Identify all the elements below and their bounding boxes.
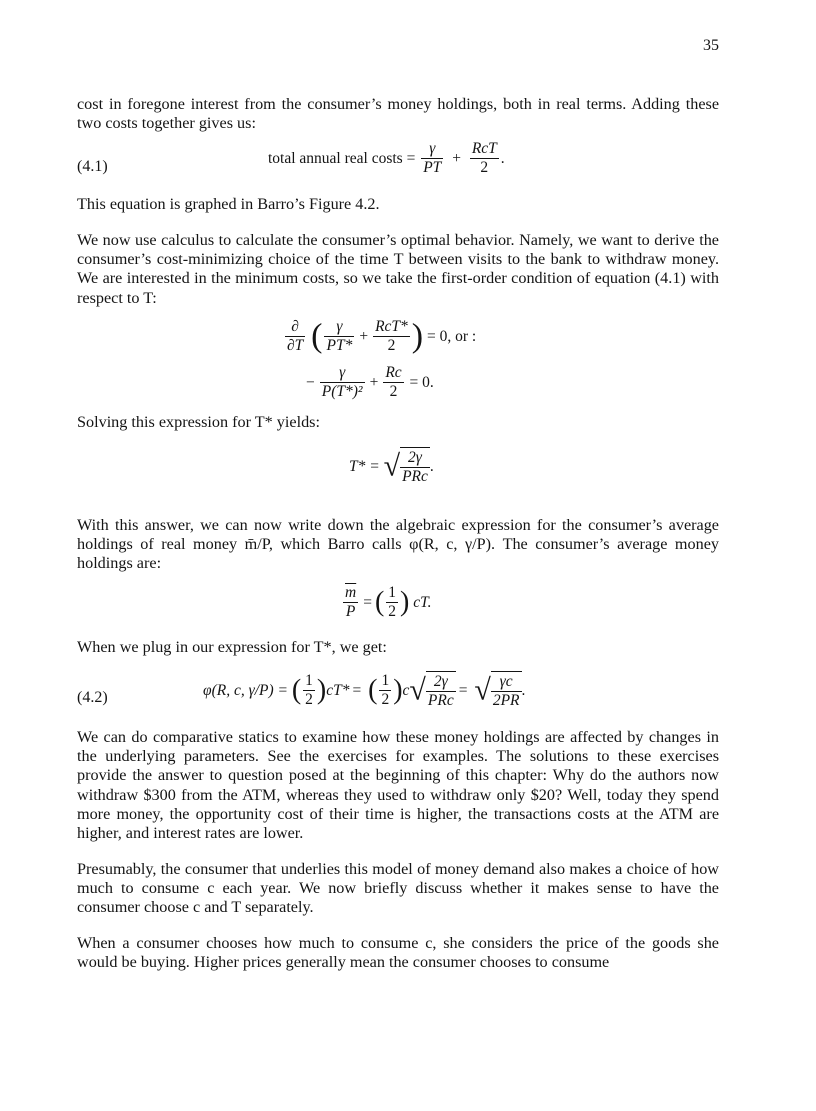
phi-lhs: φ(R, c, γ/P) =: [203, 681, 288, 699]
t-star-lhs: T* =: [349, 457, 380, 475]
equation-4-2-label: (4.2): [77, 689, 108, 706]
t-star-equation: T* = √ $\frac{2\gamma}{\text{PRc}}$ .: [349, 449, 434, 485]
paragraph-5: With this answer, we can now write down the algebraic expression for the consumer’s average holdings of real money m̄/P, which Barro calls φ(R, c, γ/P). The consumer’s average money holdings are:: [77, 516, 719, 573]
foc-tail: = 0, or :: [427, 327, 477, 345]
paragraph-3: We now use calculus to calculate the consumer’s optimal behavior. Namely, we want to derive the consumer’s cost-minimizing choice of the time T between visits to the bank to withdraw money. We are interested in the minimum costs, so we take the first-order condition of equation (4.1) with respect to T:: [77, 231, 719, 307]
paragraph-6: When we plug in our expression for T*, we get:: [77, 638, 387, 656]
fraction-gamma-over-pt: $\frac{\gamma}{PT}$: [423, 140, 442, 176]
equation-4-1-label: (4.1): [77, 158, 108, 175]
first-order-condition: $\frac{\partial}{\partial T}$ ( $\frac{\gamma}{PT*}$ + $\frac{\text{RcT*}}{2}$ ) = 0, or :: [287, 317, 477, 355]
page-number: 35: [703, 37, 719, 54]
square-root: √ $\frac{2\gamma}{\text{PRc}}$: [383, 449, 428, 485]
mbar-tail: cT.: [413, 593, 432, 611]
partial-derivative: $\frac{\partial}{\partial T}$: [287, 318, 304, 354]
equation-4-1: total annual real costs = $\frac{\gamma}{PT}$ + $\frac{\text{RcT}}{2}$ .: [268, 140, 505, 176]
average-money-equation: $\frac{\overline{m}}{P}$ = ( $\frac{1}{2}$ ) cT.: [345, 584, 432, 620]
first-order-condition-simplified: − $\frac{\gamma}{\text{P(T*)²}}$ + $\frac{Rc}{2}$ = 0.: [306, 364, 434, 400]
paragraph-7: We can do comparative statics to examine how these money holdings are affected by changes in the underlying parameters. See the exercises for examples. The solutions to these exercises provide the answer to question posed at the beginning of this chapter: Why do the authors now withdraw $300 from the ATM, whereas they used to withdraw only $20? Well, today they spend more money, the opportunity cost of their time is higher, the transactions costs at the ATM are higher, and interest rates are lower.: [77, 728, 719, 843]
equation-4-1-lhs: total annual real costs =: [268, 149, 416, 167]
paragraph-4: Solving this expression for T* yields:: [77, 413, 320, 431]
foc2-tail: = 0.: [409, 373, 434, 391]
paragraph-1: cost in foregone interest from the consumer’s money holdings, both in real terms. Adding these two costs together gives us:: [77, 95, 719, 133]
paragraph-9: When a consumer chooses how much to consume c, she considers the price of the goods she would be buying. Higher prices generally mean the consumer chooses to consume: [77, 934, 719, 972]
paragraph-8: Presumably, the consumer that underlies this model of money demand also makes a choice of how much to consume c each year. We now briefly discuss whether it makes sense to have the consumer choose c and T separately.: [77, 860, 719, 917]
fraction-rct-over-2: $\frac{\text{RcT}}{2}$: [471, 140, 497, 176]
paragraph-2: This equation is graphed in Barro’s Figure 4.2.: [77, 195, 380, 213]
equation-4-2: φ(R, c, γ/P) = ( $\frac{1}{2}$ )cT* = ( $\frac{1}{2}$ )c√ $\frac{2\gamma}{\text{PRc}}$ = √ $\frac{\gamma c}{2PR}$ .: [203, 672, 526, 709]
